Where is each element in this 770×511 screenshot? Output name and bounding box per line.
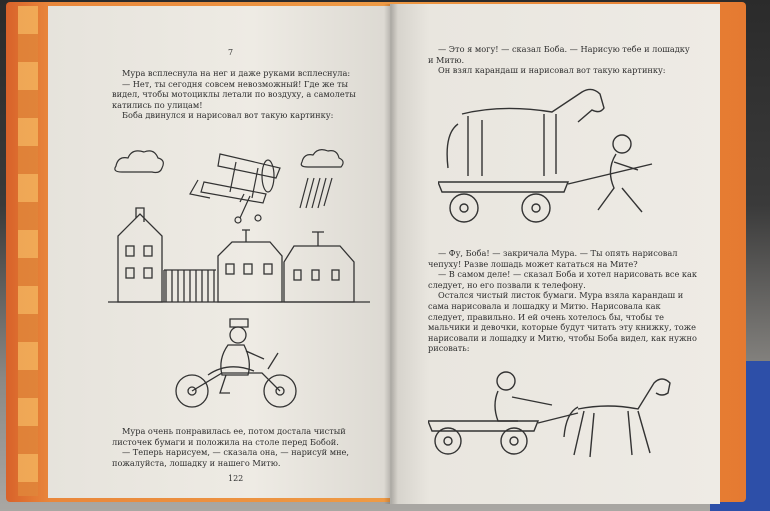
paragraph: Остался чистый листок бумаги. Мура взяла карандаш и сама нарисовала и лошадку и Митю. Нарисовала как следует, правильно. И ей очень хотелось бы, чтобы те мальчики и девочки, которые будут читать эту книжку, тоже нарисовали и лошадку и Митю, чтобы Боба видел, как нужно рисовать: xyxy=(428,290,697,354)
paragraph: — Фу, Боба! — закричала Мура. — Ты опять нарисовал чепуху! Разве лошадь может кататься на Мите? xyxy=(428,248,678,269)
left-page xyxy=(48,6,390,498)
paragraph: Мура всплеснула на нег и даже руками всплеснула: xyxy=(122,68,351,78)
paragraph: Мура очень понравилась ее, потом достала чистый листочек бумаги и положила на столе перед Бобой. xyxy=(112,426,346,447)
horse-pulling-cart-illustration xyxy=(428,359,678,469)
motorcyclist-illustration xyxy=(168,311,308,416)
left-page-top-mark: 7 xyxy=(228,48,234,57)
cover-ornament-edge xyxy=(18,6,38,496)
paragraph: — Теперь нарисуем, — сказала она, — нарисуй мне, пожалуйста, лошадку и нашего Митю. xyxy=(112,447,349,468)
left-page-top-text xyxy=(112,68,374,121)
right-page-top-text xyxy=(428,44,696,76)
paragraph: Боба двинулся и нарисовал вот такую картинку: xyxy=(122,110,334,121)
book-gutter xyxy=(384,4,398,504)
right-page-middle-text xyxy=(428,248,698,354)
paragraph: — Это я могу! — сказал Боба. — Нарисую тебе и лошадку и Митю. xyxy=(428,44,690,65)
houses-illustration xyxy=(108,206,378,306)
paragraph: — В самом деле! — сказал Боба и хотел нарисовать все как следует, но его позвали к телефону. xyxy=(428,269,698,290)
horse-on-cart-illustration xyxy=(438,84,678,234)
left-page-number: 122 xyxy=(228,474,244,483)
right-page xyxy=(390,4,720,504)
paragraph: Он взял карандаш и нарисовал вот такую картинку: xyxy=(438,65,666,76)
left-page-bottom-text xyxy=(112,426,374,468)
paragraph: — Нет, ты сегодня совсем невозможный! Где же ты видел, чтобы мотоциклы летали по воздуху, а самолеты катились по улицам! xyxy=(112,78,356,110)
